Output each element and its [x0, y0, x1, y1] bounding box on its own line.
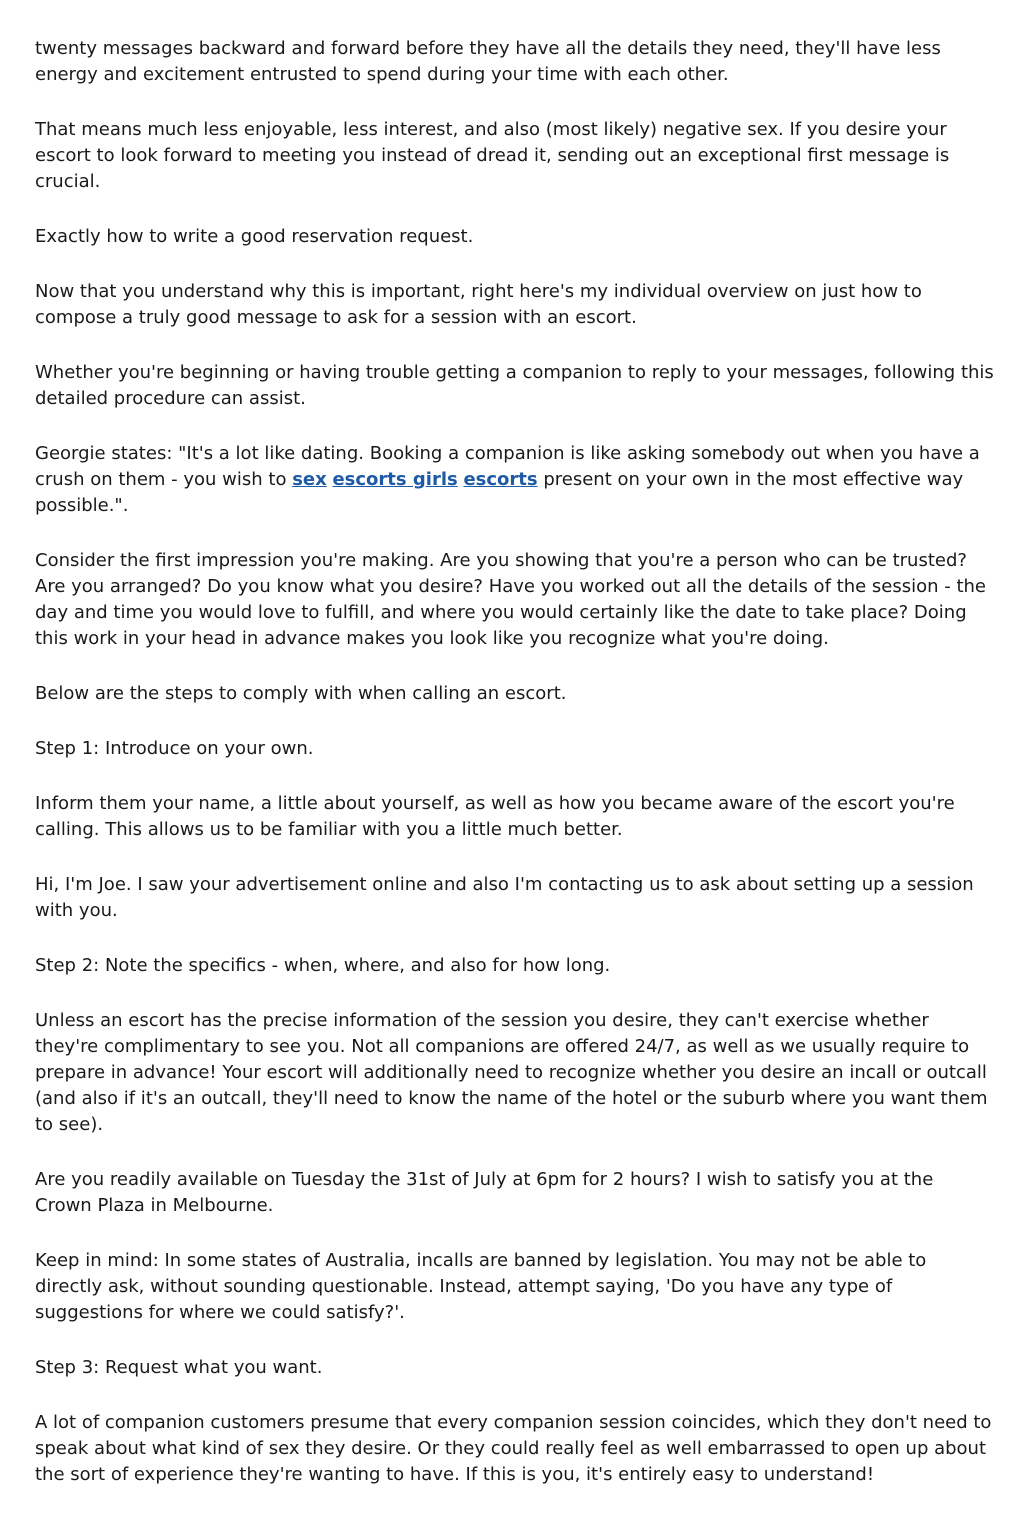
paragraph-step-1-detail: Inform them your name, a little about yourself, as well as how you became aware of the escort you're calling. This allows us to be familiar with you a little much better. — [35, 793, 955, 840]
step-1-heading: Step 1: Introduce on your own. — [35, 738, 314, 759]
paragraph-georgie-quote — [35, 441, 995, 519]
paragraph-how-to-write: Exactly how to write a good reservation request. — [35, 226, 474, 247]
paragraph-intro-continuation: twenty messages backward and forward before they have all the details they need, they'll have less energy and excitement entrusted to spend during your time with each other. — [35, 38, 941, 85]
paragraph-keep-in-mind: Keep in mind: In some states of Australia, incalls are banned by legislation. You may not be able to directly ask, without sounding questionable. Instead, attempt saying, 'Do you have any type of suggestions for where we could satisfy?'. — [35, 1250, 927, 1323]
quote-text-before: Georgie states: "It's a lot like dating. Booking a companion is like asking somebody out when you have a crush on them - you wish to — [35, 443, 980, 490]
quote-text-after: present on your own in the most effective way possible.". — [35, 469, 964, 516]
paragraph-step-1-example: Hi, I'm Joe. I saw your advertisement online and also I'm contacting us to ask about setting up a session with you. — [35, 874, 974, 921]
paragraph-steps-intro: Below are the steps to comply with when calling an escort. — [35, 683, 567, 704]
link-escorts-girls[interactable]: escorts girls — [332, 469, 458, 490]
paragraph-step-2-detail: Unless an escort has the precise information of the session you desire, they can't exercise whether they're complimentary to see you. Not all companions are offered 24/7, as well as we usually require to prepare in advance! Your escort will additionally need to recognize whether you desire an incall or outcall (and also if it's an outcall, they'll need to know the name of the hotel or the suburb where you want them to see). — [35, 1010, 988, 1135]
paragraph-first-impression: Consider the first impression you're making. Are you showing that you're a person who can be trusted? Are you arranged? Do you know what you desire? Have you worked out all the details of the session - the day and time you would love to fulfill, and where you would certainly like the date to take place? Doing this work in your head in advance makes you look like you recognize what you're doing. — [35, 550, 987, 649]
link-escorts[interactable]: escorts — [463, 469, 538, 490]
step-3-heading: Step 3: Request what you want. — [35, 1357, 323, 1378]
paragraph-procedure: Whether you're beginning or having trouble getting a companion to reply to your messages, following this detailed procedure can assist. — [35, 362, 994, 409]
step-2-heading: Step 2: Note the specifics - when, where, and also for how long. — [35, 955, 611, 976]
paragraph-overview: Now that you understand why this is important, right here's my individual overview on just how to compose a truly good message to ask for a session with an escort. — [35, 281, 922, 328]
paragraph-less-enjoyable: That means much less enjoyable, less interest, and also (most likely) negative sex. If you desire your escort to look forward to meeting you instead of dread it, sending out an exceptional first message is crucial. — [35, 119, 950, 192]
document-body — [35, 36, 995, 1517]
paragraph-step-3-detail: A lot of companion customers presume that every companion session coincides, which they don't need to speak about what kind of sex they desire. Or they could really feel as well embarrassed to open up about the sort of experience they're wanting to have. If this is you, it's entirely easy to understand! — [35, 1412, 992, 1485]
paragraph-step-2-example: Are you readily available on Tuesday the 31st of July at 6pm for 2 hours? I wish to satisfy you at the Crown Plaza in Melbourne. — [35, 1169, 934, 1216]
link-sex[interactable]: sex — [292, 469, 327, 490]
